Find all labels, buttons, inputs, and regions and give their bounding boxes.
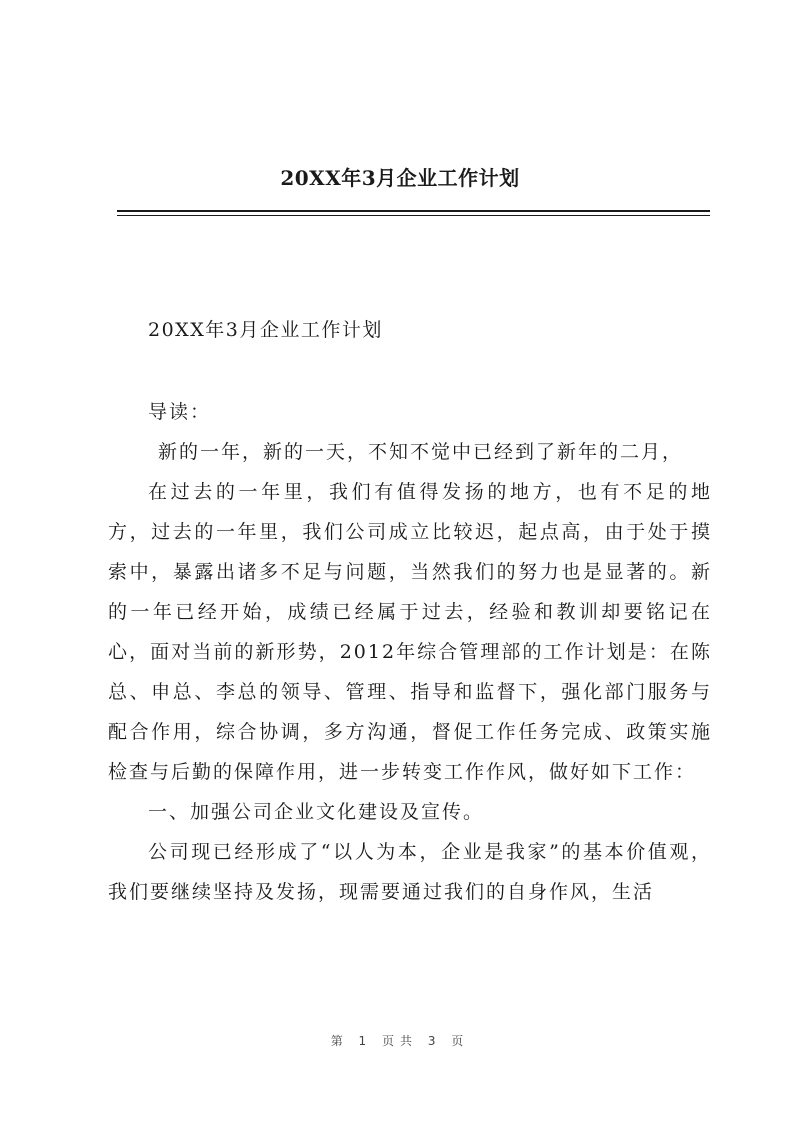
section-heading: 一、加强公司企业文化建设及宣传。 — [148, 801, 485, 823]
header-divider-thick — [117, 210, 710, 212]
document-subtitle: 20XX年3月企业工作计划 — [148, 319, 383, 341]
document-body — [108, 312, 712, 912]
paragraph: 公司现已经形成了“以人为本，企业是我家”的基本价值观，我们要继续坚持及发扬，现需要通过我们的自身作风，生活 — [108, 841, 712, 903]
page-number: 第 1 页共 3 页 — [330, 1034, 470, 1048]
paragraph: 新的一年，新的一天，不知不觉中已经到了新年的二月， — [158, 441, 684, 463]
header-divider-thin — [117, 215, 710, 216]
paragraph: 在过去的一年里，我们有值得发扬的地方，也有不足的地方，过去的一年里，我们公司成立比较迟，起点高，由于处于摸索中，暴露出诸多不足与问题，当然我们的努力也是显著的。新的一年已经开始，成绩已经属于过去，经验和教训却要铭记在心，面对当前的新形势，2012年综合管理部的工作计划是：在陈总、申总、李总的领导、管理、指导和监督下，强化部门服务与配合作用，综合协调，多方沟通，督促工作任务完成、政策实施检查与后勤的保障作用，进一步转变工作作风，做好如下工作： — [108, 481, 712, 783]
header-title: 20XX年3月企业工作计划 — [280, 166, 520, 190]
lead-label: 导读： — [148, 401, 212, 423]
